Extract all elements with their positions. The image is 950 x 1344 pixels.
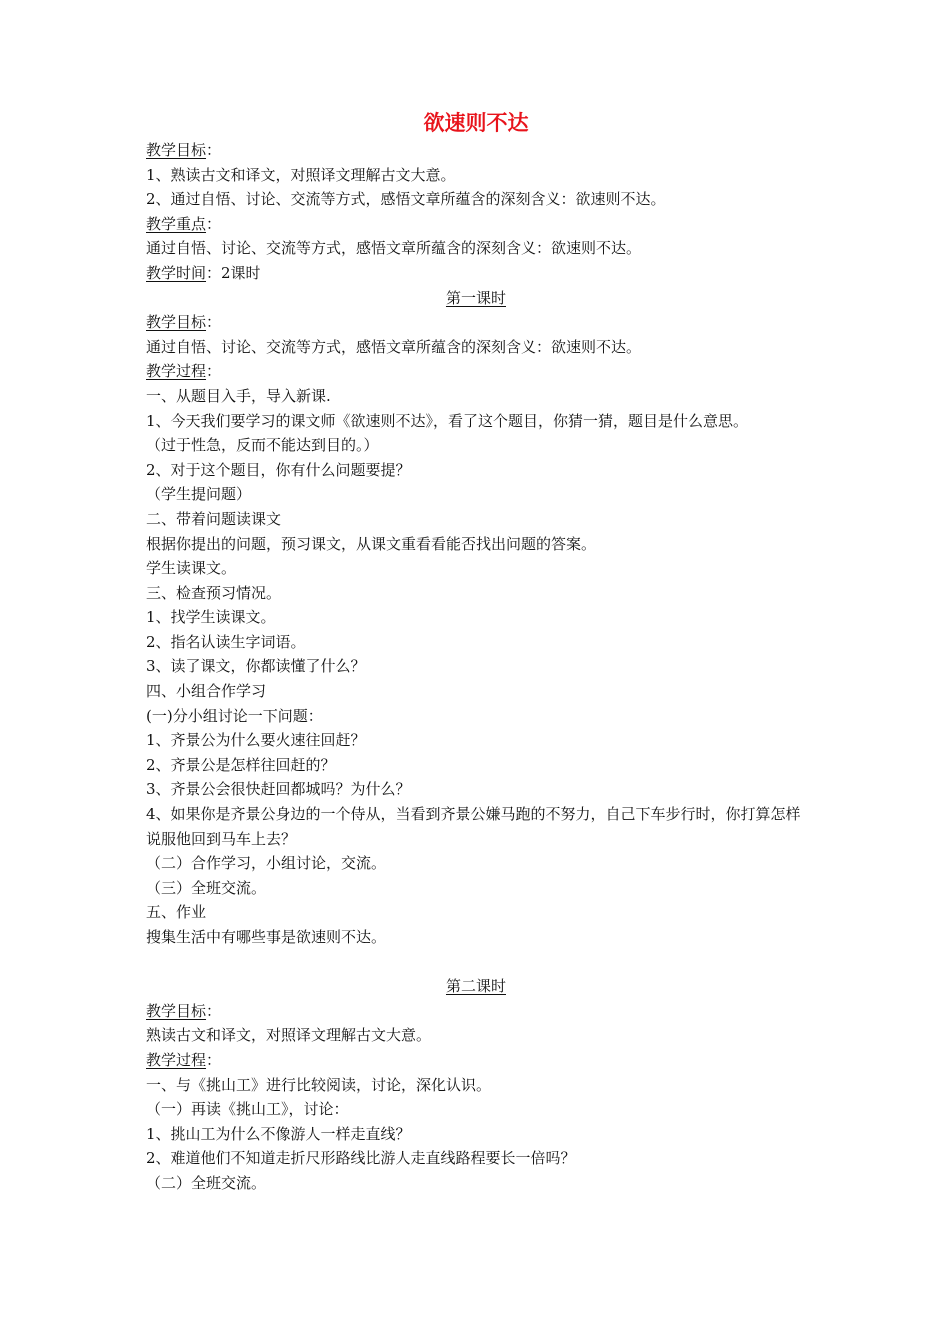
process-line: 2、指名认读生字词语。 [146, 632, 306, 651]
process-line: 4、如果你是齐景公身边的一个侍从，当看到齐景公嫌马跑的不努力，自己下车步行时，你打算怎样说服他回到马车上去？ [146, 805, 801, 848]
process-line: 1、挑山工为什么不像游人一样走直线？ [146, 1124, 411, 1143]
process-line: （二）合作学习，小组讨论，交流。 [146, 854, 387, 873]
section-gap [146, 950, 806, 975]
heading-text: 教学过程 [146, 1050, 207, 1069]
lesson-2-process-list [146, 1073, 806, 1196]
heading-text: 教学时间 [146, 263, 207, 282]
heading-text: 教学重点 [146, 214, 207, 233]
process-line: 五、作业 [146, 903, 207, 922]
document-title: 欲速则不达 [423, 111, 529, 135]
lesson-1-heading [146, 286, 806, 311]
lesson-1-process-list [146, 384, 806, 950]
heading-text: 教学过程 [146, 362, 207, 381]
process-line: 四、小组合作学习 [146, 682, 267, 701]
heading-colon: ： [206, 1001, 222, 1020]
heading-colon: ： [206, 1050, 222, 1069]
time-value: ：2课时 [206, 263, 261, 282]
lesson-2-heading [146, 974, 806, 999]
process-line: 1、今天我们要学习的课文师《欲速则不达》，看了这个题目，你猜一猜，题目是什么意思。 [146, 411, 749, 430]
process-line: 一、与《挑山工》进行比较阅读，讨论，深化认识。 [146, 1075, 492, 1094]
heading-text: 教学目标 [146, 1001, 207, 1020]
process-line: 1、齐景公为什么要火速往回赶？ [146, 731, 366, 750]
heading-colon: ： [206, 362, 222, 381]
goal-item: 2、通过自悟、讨论、交流等方式，感悟文章所蕴含的深刻含义：欲速则不达。 [146, 190, 666, 209]
heading-colon: ： [206, 313, 222, 332]
process-line: 三、检查预习情况。 [146, 583, 282, 602]
process-line: 2、齐景公是怎样往回赶的？ [146, 755, 336, 774]
teaching-key-heading [146, 212, 806, 237]
teaching-time [146, 261, 806, 286]
lesson-1-goal-heading [146, 310, 806, 335]
lesson-2-goal-text: 熟读古文和译文，对照译文理解古文大意。 [146, 1026, 432, 1045]
process-line: 二、带着问题读课文 [146, 509, 282, 528]
process-line: 3、齐景公会很快赶回都城吗？为什么？ [146, 780, 411, 799]
process-line: 根据你提出的问题，预习课文，从课文重看看能否找出问题的答案。 [146, 534, 597, 553]
process-line: 学生读课文。 [146, 559, 237, 578]
process-line: （过于性急，反而不能达到目的。） [146, 436, 379, 455]
process-line: 2、对于这个题目，你有什么问题要提？ [146, 460, 411, 479]
lesson-2-process-heading [146, 1048, 806, 1073]
process-line: 3、读了课文，你都读懂了什么？ [146, 657, 366, 676]
lesson-1-process-heading [146, 359, 806, 384]
lesson-1-goal-text: 通过自悟、讨论、交流等方式，感悟文章所蕴含的深刻含义：欲速则不达。 [146, 337, 642, 356]
process-line: 2、难道他们不知道走折尺形路线比游人走直线路程要长一倍吗？ [146, 1149, 576, 1168]
teaching-goal-heading [146, 138, 806, 163]
process-line: （三）全班交流。 [146, 878, 267, 897]
lesson-heading-text: 第一课时 [445, 288, 506, 307]
heading-text: 教学目标 [146, 313, 207, 332]
lesson-2-goal-heading [146, 999, 806, 1024]
process-line: 1、找学生读课文。 [146, 608, 276, 627]
heading-text: 教学目标 [146, 141, 207, 159]
process-line: 搜集生活中有哪些事是欲速则不达。 [146, 928, 387, 946]
process-line: (一)分小组讨论一下问题： [146, 706, 323, 725]
document-body [146, 108, 806, 1196]
key-text: 通过自悟、讨论、交流等方式，感悟文章所蕴含的深刻含义：欲速则不达。 [146, 239, 642, 258]
heading-colon: ： [206, 214, 222, 233]
process-line: （学生提问题） [146, 485, 252, 504]
process-line: 一、从题目入手，导入新课. [146, 386, 331, 405]
lesson-heading-text: 第二课时 [445, 977, 506, 996]
process-line: （一）再读《挑山工》，讨论： [146, 1100, 349, 1119]
process-line: （二）全班交流。 [146, 1173, 267, 1192]
heading-colon: ： [206, 141, 222, 159]
goal-item: 1、熟读古文和译文，对照译文理解古文大意。 [146, 165, 456, 184]
